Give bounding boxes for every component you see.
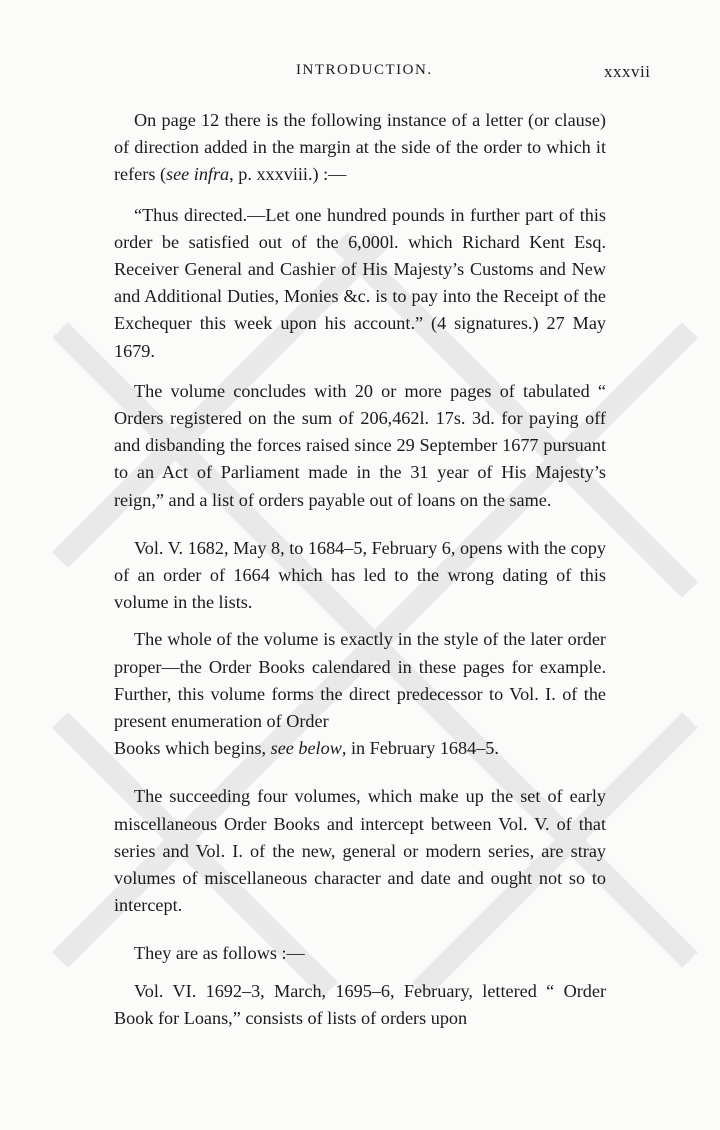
paragraph: “Thus directed.—Let one hundred pounds in further part of this order be satisfied out of the 6,000l. which Richard Kent Esq. Receiver General and Cashier of His Majesty’s Customs and New and Additional Duties, Monies &c. is to pay into the Receipt of the Exchequer this week upon his account.” (4 signatures.) 27 May 1679. [114, 204, 606, 361]
running-title: INTRODUCTION. [296, 62, 433, 78]
paragraph: They are as follows :— [134, 943, 305, 964]
paragraph: The volume concludes with 20 or more pages of tabulated “ Orders registered on the sum of 206,462l. 17s. 3d. for paying off and disbanding the forces raised since 29 September 1677 pursuant to an Act of Parliament made in the 31 year of His Majesty’s reign,” and a list of orders payable out of loans on the same. [114, 380, 606, 510]
paragraph: On page 12 there is the following instance of a letter (or clause) of direction added in the margin at the side of the order to which it refers (see infra, p. xxxviii.) :— [114, 110, 606, 185]
running-header [0, 62, 720, 86]
paragraph: Vol. VI. 1692–3, March, 1695–6, February, lettered “ Order Book for Loans,” consists of lists of orders upon [114, 980, 606, 1028]
paragraph: The succeeding four volumes, which make up the set of early miscellaneous Order Books and intercept between Vol. V. of that series and Vol. I. of the new, general or modern series, are stray volumes of miscellaneous character and date and ought not so to intercept. [114, 786, 606, 916]
paragraph: The whole of the volume is exactly in the style of the later order proper—the Order Books calendared in these pages for example. Further, this volume forms the direct predecessor to Vol. I. of the present enumeration of Order [114, 629, 606, 732]
paragraph: Vol. V. 1682, May 8, to 1684–5, February 6, opens with the copy of an order of 1664 which has led to the wrong dating of this volume in the lists. [114, 537, 606, 613]
page-number: xxxvii [604, 62, 651, 81]
paragraph-continuation: Books which begins, see below, in February 1684–5. [114, 738, 499, 759]
body-text [114, 107, 606, 1032]
